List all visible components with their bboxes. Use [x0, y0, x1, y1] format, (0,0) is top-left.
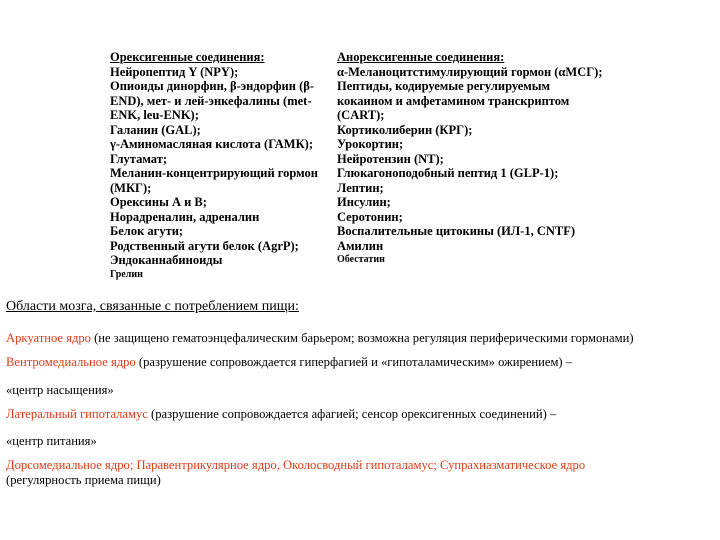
- lateral-hypothalamus-name: Латеральный гипоталамус: [6, 407, 148, 421]
- list-item: Пептиды, кодируемые регулируемым кокаином и амфетамином транскриптом (CART);: [337, 79, 570, 122]
- other-nuclei-names: Дорсомедиальное ядро; Паравентрикулярное ядро, Околосводный гипоталамус; Супрахиазматическое ядро: [6, 458, 586, 472]
- ventromedial-nucleus-paragraph: [6, 355, 716, 370]
- arcuate-nucleus-name: Аркуатное ядро: [6, 331, 91, 345]
- lateral-hypothalamus-text: (разрушение сопровождается афагией; сенсор орексигенных соединений) –: [147, 407, 557, 421]
- list-item: α-Меланоцитстимулирующий гормон (αМСГ);: [337, 64, 603, 79]
- list-item: Грелин: [110, 268, 143, 280]
- ventromedial-nucleus-name: Вентромедиальное ядро: [6, 355, 136, 369]
- list-item: Белок агути;: [110, 224, 184, 238]
- list-item: Кортиколиберин (КРГ);: [337, 122, 473, 137]
- other-nuclei-paragraph: [6, 458, 716, 488]
- brain-areas-title: Области мозга, связанные с потреблением пищи:: [6, 299, 299, 314]
- list-item: Эндоканнабиноиды: [110, 253, 223, 267]
- list-item: Норадреналин, адреналин: [110, 209, 260, 224]
- list-item: Родственный агути белок (AgrP);: [110, 238, 299, 253]
- list-item: Галанин (GAL);: [110, 122, 201, 137]
- list-item: Обестатин: [337, 254, 385, 265]
- orexigenic-list: [110, 65, 330, 282]
- feeding-center-label: «центр питания»: [6, 434, 97, 448]
- arcuate-nucleus-paragraph: [6, 331, 716, 346]
- orexigenic-heading: Орексигенные соединения:: [110, 50, 265, 64]
- list-item: Серотонин;: [337, 209, 403, 224]
- list-item: Опиоиды динорфин, β-эндорфин (β-END), мет- и лей-энкефалины (met-ENK, leu-ENK);: [110, 79, 314, 122]
- list-item: Инсулин;: [337, 195, 391, 209]
- list-item: Амилин: [337, 238, 384, 253]
- list-item: Урокортин;: [337, 137, 404, 151]
- list-item: γ-Аминомасляная кислота (ГАМК);: [110, 137, 313, 151]
- list-item: Лептин;: [337, 180, 384, 195]
- lateral-hypothalamus-paragraph: [6, 407, 716, 422]
- list-item: Воспалительные цитокины (ИЛ-1, CNTF): [337, 224, 576, 238]
- list-item: Орексины А и В;: [110, 195, 207, 209]
- list-item: Нейротензин (NT);: [337, 151, 444, 166]
- arcuate-nucleus-text: (не защищено гематоэнцефалическим барьером; возможна регуляция периферическими гормонами): [90, 331, 634, 345]
- ventromedial-nucleus-text: (разрушение сопровождается гиперфагией и «гипоталамическим» ожирением) –: [135, 355, 573, 369]
- orexigenic-column: [110, 50, 330, 282]
- list-item: Глутамат;: [110, 151, 168, 166]
- anorexigenic-list: [337, 65, 607, 268]
- list-item: Нейропептид Y (NPY);: [110, 64, 239, 79]
- anorexigenic-heading: Анорексигенные соединения:: [337, 50, 505, 64]
- anorexigenic-column: [337, 50, 607, 267]
- list-item: Глюкагоноподобный пептид 1 (GLP-1);: [337, 166, 559, 180]
- list-item: Меланин-концентрирующий гормон (МКГ);: [110, 166, 318, 195]
- other-nuclei-text: (регулярность приема пищи): [6, 473, 161, 487]
- satiety-center-label: «центр насыщения»: [6, 383, 114, 397]
